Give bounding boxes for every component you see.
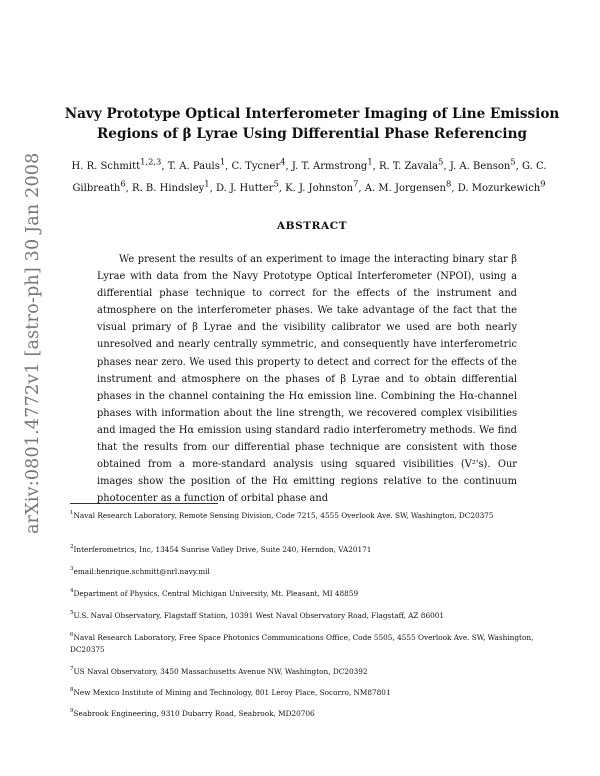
footnote: $^2$Interferometrics, Inc, 13454 Sunrise Valley Drive, Suite 240, Herndon, VA20171 — [70, 544, 372, 554]
author: D. Mozurkewich$^9$ — [457, 178, 546, 194]
footnote-divider — [70, 503, 218, 504]
author: H. R. Schmitt$^{1,2,3}$, — [71, 157, 168, 173]
author: R. T. Zavala$^5$, — [379, 157, 450, 173]
author: J. T. Armstrong$^1$, — [291, 157, 380, 173]
footnote: $^9$Seabrook Engineering, 9310 Dubarry Road, Seabrook, MD20706 — [70, 708, 315, 718]
author: A. M. Jorgensen$^8$, — [364, 178, 458, 194]
title-line-2: Regions of β Lyrae Using Differential Phase Referencing — [97, 126, 527, 142]
title-line-1: Navy Prototype Optical Interferometer Imaging of Line Emission — [64, 106, 560, 122]
footnote: $^4$Department of Physics, Central Michigan University, Mt. Pleasant, MI 48859 — [70, 588, 359, 598]
abstract-text: We present the results of an experiment to image the interacting binary star β Lyrae with data from the Navy Prototype Optical Interferometer (NPOI), using a differential phase technique to correct for the effects of the instrument and atmosphere on the interferometer phases. We take advantage of the fact that the visual primary of β Lyrae and the visibility calibrator we used are both nearly unresolved and nearly centrally symmetric, and consequently have interferometric phases near zero. We used this property to detect and correct for the effects of the instrument and atmosphere on the phases of β Lyrae and to obtain differential phases in the channel containing the Hα emission line. Combining the Hα-channel phases with information about the line strength, we recovered complex visibilities and imaged the Hα emission using standard radio interferometry methods. We find that the results from our differential phase technique are consistent with those obtained from a more-standard analysis using squared visibilities (V²'s). Our images show the position of the Hα emitting regions relative to the continuum photocenter as a function of orbital phase and — [97, 254, 517, 505]
author-list — [70, 154, 548, 197]
author: T. A. Pauls$^1$, — [167, 157, 232, 173]
arxiv-identifier[interactable]: arXiv:0801.4772v1 [astro-ph] 30 Jan 2008 — [23, 152, 43, 534]
footnote: $^8$New Mexico Institute of Mining and Technology, 801 Leroy Place, Socorro, NM87801 — [70, 687, 391, 697]
footnote: $^6$Naval Research Laboratory, Free Space Photonics Communications Office, Code 5505, 4555 Overlook Ave. SW, Washington, DC20375 — [70, 632, 534, 654]
footnote: $^7$US Naval Observatory, 3450 Massachusetts Avenue NW, Washington, DC20392 — [70, 666, 368, 676]
paper-title — [62, 104, 562, 144]
author: C. Tycner$^4$, — [231, 157, 292, 173]
author: R. B. Hindsley$^1$, — [132, 178, 216, 194]
footnote: $^1$Naval Research Laboratory, Remote Sensing Division, Code 7215, 4555 Overlook Ave. SW, Washington, DC20375 — [70, 510, 494, 520]
abstract-heading: ABSTRACT — [276, 220, 348, 232]
author: K. J. Johnston$^7$, — [285, 178, 365, 194]
footnote: $^3$email:henrique.schmitt@nrl.navy.mil — [70, 566, 210, 576]
author: J. A. Benson$^5$, — [449, 157, 522, 173]
footnote: $^5$U.S. Naval Observatory, Flagstaff Station, 10391 West Naval Observatory Road, Flagstaff, AZ 86001 — [70, 610, 445, 620]
author: G. C. Gilbreath$^6$, — [72, 161, 547, 194]
author: D. J. Hutter$^5$, — [215, 178, 286, 194]
